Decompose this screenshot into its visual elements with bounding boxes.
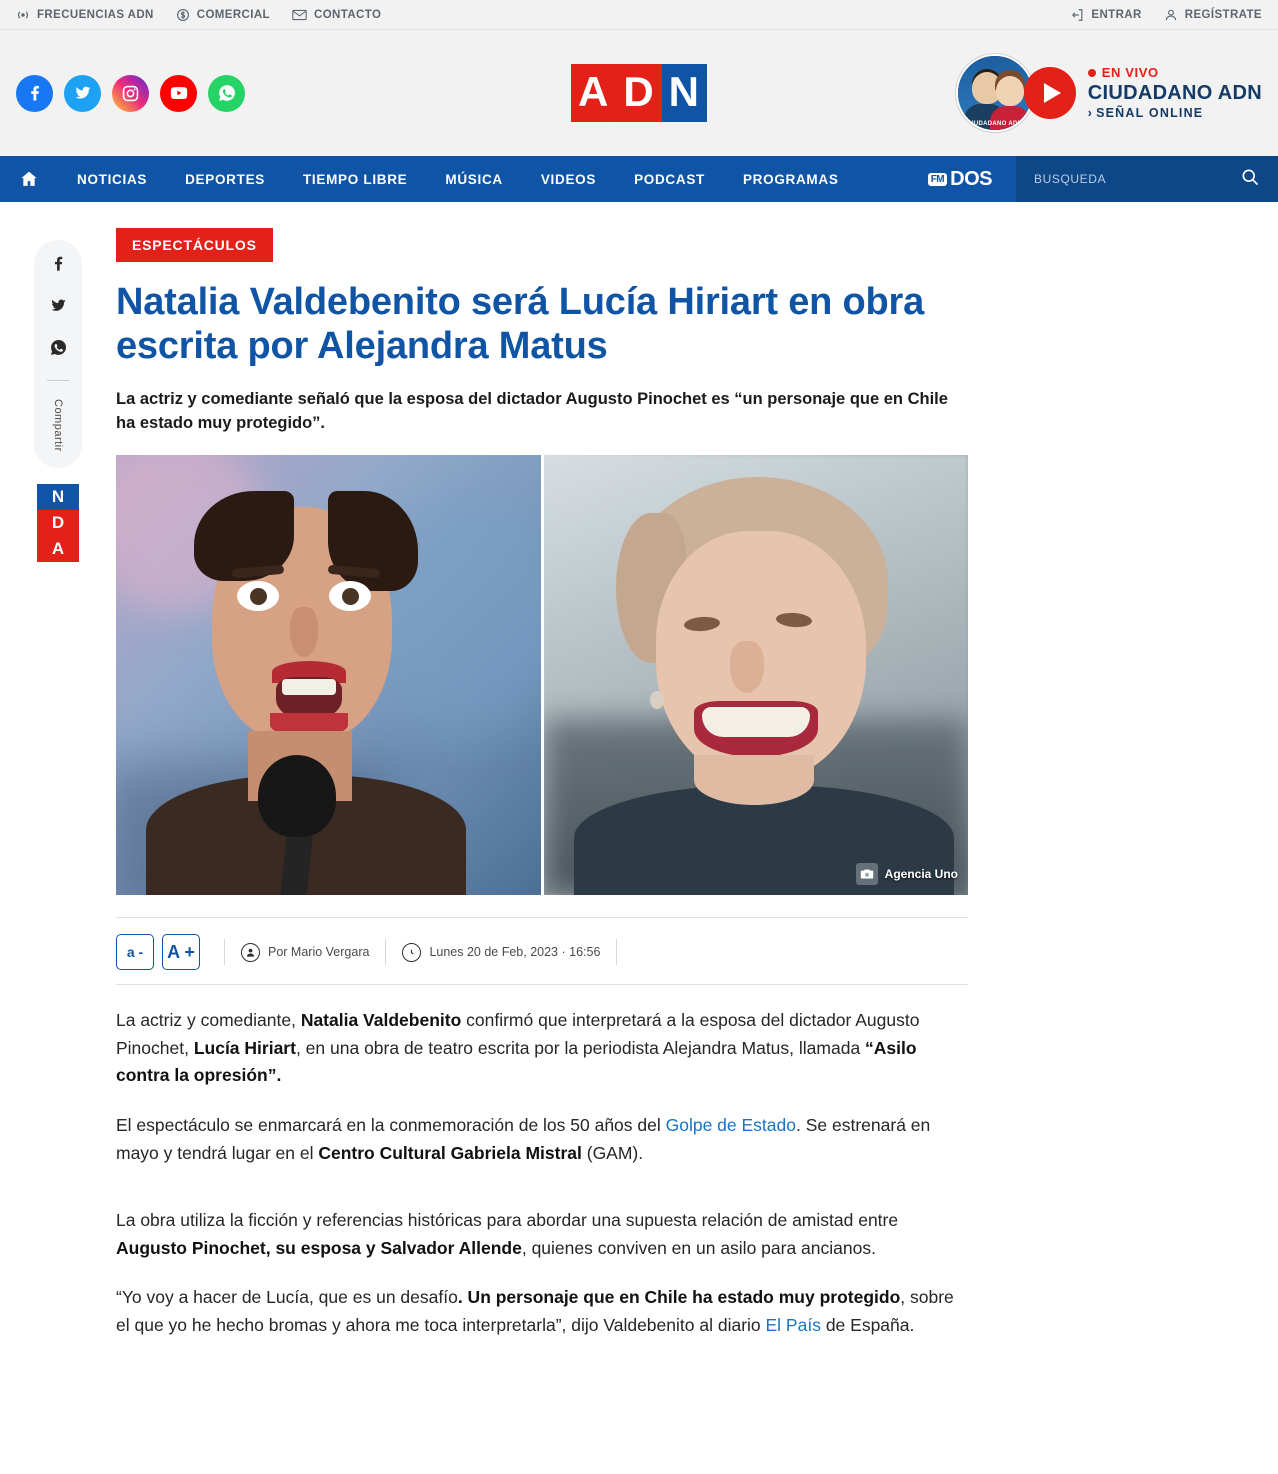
- inline-link[interactable]: El País: [765, 1315, 821, 1336]
- fmdos-fm-label: FM: [928, 173, 947, 186]
- utility-bar-left: [16, 8, 381, 22]
- whatsapp-icon[interactable]: [208, 75, 245, 112]
- body-text: (GAM).: [581, 1142, 644, 1163]
- nav-items: [58, 156, 858, 202]
- emphasis-text: Centro Cultural Gabriela Mistral: [318, 1142, 582, 1163]
- dollar-icon: [176, 8, 190, 22]
- article-meta-bar: [116, 917, 968, 985]
- divider: [47, 380, 69, 381]
- frecuencias-adn-label: FRECUENCIAS ADN: [37, 8, 154, 21]
- emphasis-text: Augusto Pinochet, su esposa y Salvador Allende: [116, 1237, 522, 1258]
- registrate-link[interactable]: [1164, 8, 1262, 22]
- live-subtitle: SEÑAL ONLINE: [1096, 105, 1204, 120]
- nav-item-musica[interactable]: MÚSICA: [445, 171, 503, 187]
- home-icon[interactable]: [0, 156, 58, 202]
- live-avatar-caption: CIUDADANO ADN: [967, 121, 1023, 127]
- logo-letter-a: A: [571, 64, 616, 122]
- share-label: Compartir: [52, 399, 64, 452]
- nav-item-videos[interactable]: VIDEOS: [540, 171, 597, 187]
- utility-bar-right: [1070, 8, 1262, 22]
- page-body: [0, 202, 1278, 1362]
- twitter-icon[interactable]: [64, 75, 101, 112]
- body-text: La actriz y comediante,: [116, 1010, 301, 1030]
- article-body: [116, 985, 968, 1340]
- emphasis-text: Natalia Valdebenito: [300, 1010, 462, 1030]
- article-paragraph: [116, 1207, 968, 1262]
- social-links: [16, 75, 245, 112]
- article-figure: [116, 455, 968, 895]
- nav-item-noticias[interactable]: NOTICIAS: [77, 171, 148, 187]
- article-standfirst: La actriz y comediante señaló que la esposa del dictador Augusto Pinochet es “un personaje que en Chile ha estado muy protegido”.: [116, 390, 948, 432]
- body-text: , quienes conviven en un asilo para ancianos.: [521, 1237, 876, 1258]
- emphasis-text: “Asilo contra la opresión”.: [116, 1037, 917, 1086]
- author-icon: [241, 943, 260, 962]
- category-badge[interactable]: ESPECTÁCULOS: [116, 228, 273, 262]
- login-icon: [1070, 8, 1084, 22]
- twitter-share-icon[interactable]: [49, 296, 68, 320]
- body-text: de España.: [820, 1315, 915, 1336]
- camera-icon: [856, 863, 878, 885]
- image-credit-label: Agencia Uno: [884, 867, 958, 881]
- image-credit: [856, 863, 958, 885]
- divider: [616, 939, 617, 965]
- user-icon: [1164, 8, 1178, 22]
- main-navigation: [0, 156, 1278, 202]
- frecuencias-adn-link[interactable]: [16, 8, 154, 22]
- page-title: Natalia Valdebenito será Lucía Hiriart en obra escrita por Alejandra Matus: [116, 281, 925, 368]
- utility-bar: [0, 0, 1278, 30]
- nav-item-podcast[interactable]: PODCAST: [634, 171, 705, 187]
- divider: [224, 939, 225, 965]
- broadcast-icon: [16, 8, 30, 22]
- clock-icon: [402, 943, 421, 962]
- fmdos-link[interactable]: [904, 156, 1016, 202]
- inline-link[interactable]: Golpe de Estado: [665, 1114, 796, 1135]
- share-rail: [0, 228, 116, 1362]
- live-avatar: [956, 54, 1034, 132]
- site-logo[interactable]: [571, 64, 707, 122]
- masthead: [0, 30, 1278, 156]
- body-text: confirmó que interpretará a la esposa del dictador Augusto Pinochet,: [116, 1010, 920, 1058]
- article-paragraph: [116, 1007, 968, 1090]
- font-increase-button[interactable]: A +: [162, 934, 200, 970]
- nav-item-tiempo-libre[interactable]: TIEMPO LIBRE: [302, 171, 408, 187]
- comercial-label: COMERCIAL: [196, 8, 270, 21]
- live-title: CIUDADANO ADN: [1087, 81, 1262, 104]
- adn-rail-badge[interactable]: [37, 484, 79, 562]
- entrar-label: ENTRAR: [1091, 8, 1142, 21]
- play-icon[interactable]: [1024, 67, 1076, 119]
- fmdos-dos-label: DOS: [950, 167, 992, 190]
- rail-letter-a: A: [37, 536, 79, 562]
- search-input[interactable]: [1034, 172, 1232, 186]
- registrate-label: REGÍSTRATE: [1184, 8, 1262, 21]
- nav-item-programas[interactable]: PROGRAMAS: [742, 171, 839, 187]
- mail-icon: [292, 9, 307, 21]
- body-text: , en una obra de teatro escrita por la periodista Alejandra Matus, llamada: [295, 1037, 866, 1058]
- logo-letter-n: N: [662, 64, 707, 122]
- whatsapp-share-icon[interactable]: [49, 338, 68, 362]
- live-badge: EN VIVO: [1101, 64, 1159, 80]
- live-dot-icon: [1088, 69, 1096, 77]
- facebook-icon[interactable]: [16, 75, 53, 112]
- body-text: “Yo voy a hacer de Lucía, que es un desafío: [116, 1287, 458, 1308]
- instagram-icon[interactable]: [112, 75, 149, 112]
- font-decrease-button[interactable]: a -: [116, 934, 154, 970]
- article-date: [402, 943, 600, 962]
- photo-lucia-hiriart: [544, 455, 969, 895]
- article: [116, 228, 978, 1362]
- emphasis-text: Lucía Hiriart: [193, 1037, 296, 1058]
- body-text: La obra utiliza la ficción y referencias históricas para abordar una supuesta relación de amistad entre: [116, 1210, 899, 1231]
- logo-letter-d: D: [616, 64, 661, 122]
- live-text: [1088, 65, 1262, 122]
- article-paragraph: [116, 1284, 968, 1339]
- divider: [385, 939, 386, 965]
- article-author: [241, 943, 369, 962]
- search-icon[interactable]: [1240, 167, 1260, 192]
- article-author-label: Por Mario Vergara: [268, 945, 370, 959]
- body-text: . Se estrenará en mayo y tendrá lugar en el: [116, 1114, 931, 1163]
- rail-letter-d: D: [37, 510, 79, 536]
- body-text: , sobre el que yo he hecho bromas y ahora me toca interpretarla”, dijo Valdebenito al diario: [116, 1287, 954, 1336]
- contacto-label: CONTACTO: [314, 8, 382, 21]
- chevron-right-icon: ›: [1087, 105, 1094, 120]
- search-bar[interactable]: [1016, 156, 1278, 202]
- article-date-label: Lunes 20 de Feb, 2023 · 16:56: [429, 945, 601, 959]
- live-stream-promo[interactable]: [956, 54, 1262, 132]
- facebook-share-icon[interactable]: [49, 254, 68, 278]
- photo-natalia-valdebenito: [116, 455, 541, 895]
- body-text: El espectáculo se enmarcará en la conmemoración de los 50 años del: [116, 1114, 666, 1135]
- contacto-link[interactable]: [292, 9, 381, 21]
- share-box: [34, 240, 82, 468]
- youtube-icon[interactable]: [160, 75, 197, 112]
- emphasis-text: . Un personaje que en Chile ha estado muy protegido: [457, 1287, 901, 1308]
- article-paragraph: [116, 1112, 968, 1167]
- entrar-link[interactable]: [1070, 8, 1141, 22]
- rail-letter-n: N: [37, 484, 79, 510]
- comercial-link[interactable]: [176, 8, 270, 22]
- nav-item-deportes[interactable]: DEPORTES: [185, 171, 265, 187]
